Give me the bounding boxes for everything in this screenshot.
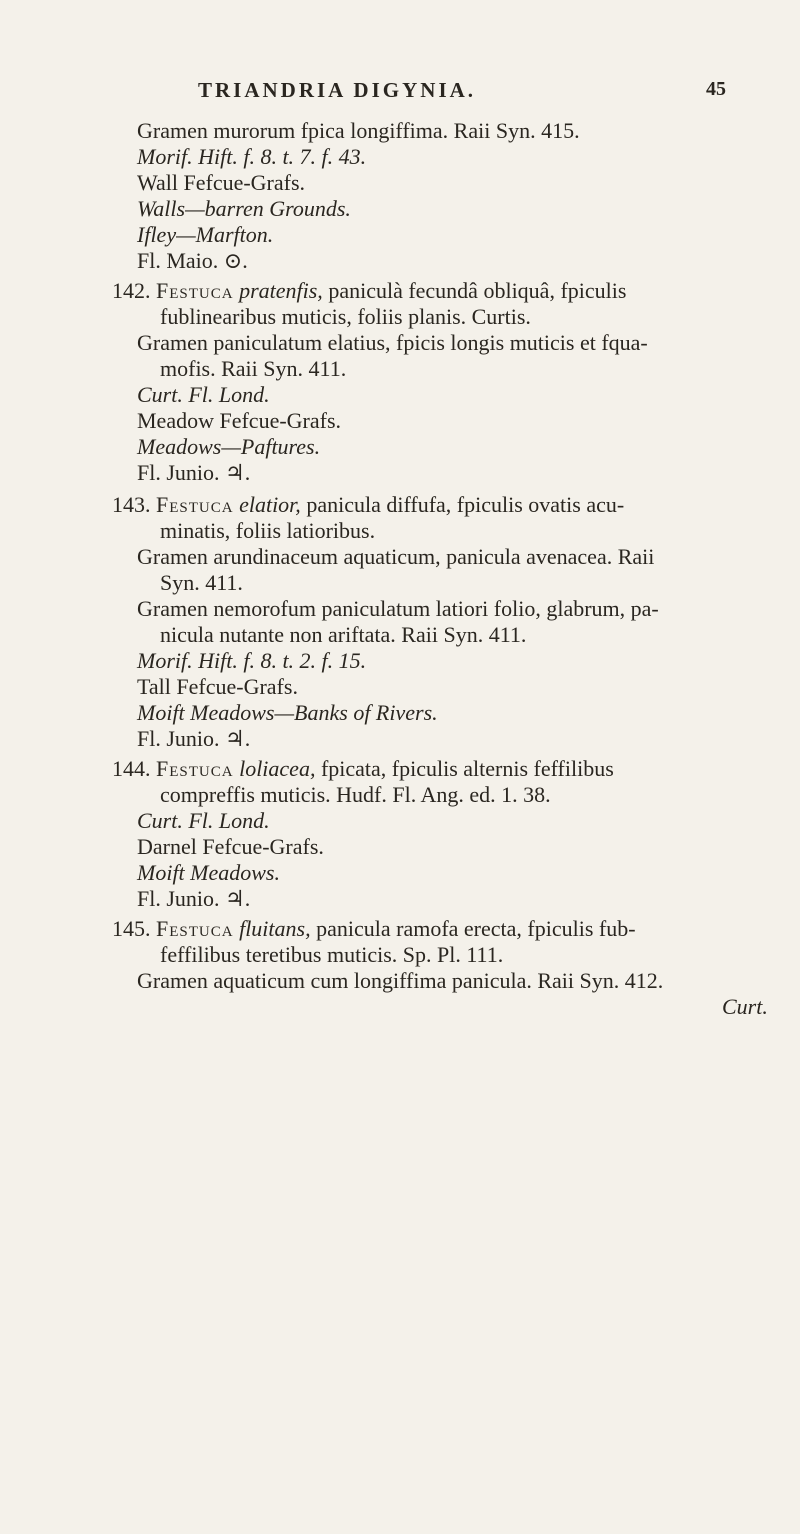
species-epithet: loliacea,: [239, 756, 316, 781]
diagnosis-text: compreffis muticis. Hudf. Fl. Ang. ed. 1. 38.: [160, 782, 551, 807]
synonym-line: Gramen murorum fpica longiffima. Raii Syn. 415.: [137, 118, 580, 143]
species-heading: [112, 756, 614, 782]
running-title: TRIANDRIA DIGYNIA.: [198, 78, 477, 102]
habitat-line: Meadows—Paftures.: [137, 434, 321, 459]
diagnosis-text: fublinearibus muticis, foliis planis. Curtis.: [160, 304, 531, 329]
habitat-line: Moift Meadows—Banks of Rivers.: [137, 700, 438, 725]
species-epithet: elatior,: [239, 492, 301, 517]
entry-number: 142.: [112, 278, 151, 303]
page-number: 45: [706, 78, 726, 100]
habitat-line: Moift Meadows.: [137, 860, 280, 885]
flowering-line: Fl. Junio. ♃.: [137, 460, 251, 485]
diagnosis-text: panicula ramofa erecta, fpiculis fub-: [316, 916, 636, 941]
english-name: Tall Fefcue-Grafs.: [137, 674, 298, 699]
page-header: [0, 78, 800, 110]
species-heading: [112, 492, 624, 518]
synonym-line: Gramen nemorofum paniculatum latiori folio, glabrum, pa-: [137, 596, 659, 621]
english-name: Darnel Fefcue-Grafs.: [137, 834, 324, 859]
synonym-line: nicula nutante non ariftata. Raii Syn. 411.: [160, 622, 527, 647]
genus-name: Festuca: [156, 756, 234, 781]
entry-number: 145.: [112, 916, 151, 941]
synonym-line: Syn. 411.: [160, 570, 243, 595]
genus-name: Festuca: [156, 492, 234, 517]
species-epithet: fluitans,: [239, 916, 311, 941]
synonym-line: Gramen arundinaceum aquaticum, panicula avenacea. Raii: [137, 544, 655, 569]
flowering-line: Fl. Junio. ♃.: [137, 726, 251, 751]
diagnosis-text: paniculà fecundâ obliquâ, fpiculis: [328, 278, 627, 303]
species-heading: [112, 278, 626, 304]
english-name: Meadow Fefcue-Grafs.: [137, 408, 342, 433]
entry-number: 143.: [112, 492, 151, 517]
reference-line: Morif. Hift. f. 8. t. 7. f. 43.: [137, 144, 367, 169]
reference-line: Morif. Hift. f. 8. t. 2. f. 15.: [137, 648, 367, 673]
synonym-line: mofis. Raii Syn. 411.: [160, 356, 347, 381]
habitat-line: Walls—barren Grounds.: [137, 196, 351, 221]
species-epithet: pratenfis,: [239, 278, 323, 303]
flowering-line: Fl. Junio. ♃.: [137, 886, 251, 911]
diagnosis-text: minatis, foliis latioribus.: [160, 518, 376, 543]
catchword: Curt.: [722, 994, 768, 1019]
reference-line: Curt. Fl. Lond.: [137, 808, 270, 833]
diagnosis-text: feffilibus teretibus muticis. Sp. Pl. 111.: [160, 942, 504, 967]
locality-line: Ifley—Marfton.: [137, 222, 274, 247]
genus-name: Festuca: [156, 916, 234, 941]
flowering-line: Fl. Maio. ⊙.: [137, 248, 248, 273]
english-name: Wall Fefcue-Grafs.: [137, 170, 306, 195]
genus-name: Festuca: [156, 278, 234, 303]
synonym-line: Gramen paniculatum elatius, fpicis longis muticis et fqua-: [137, 330, 648, 355]
diagnosis-text: panicula diffufa, fpiculis ovatis acu-: [306, 492, 625, 517]
diagnosis-text: fpicata, fpiculis alternis feffilibus: [320, 756, 614, 781]
reference-line: Curt. Fl. Lond.: [137, 382, 270, 407]
synonym-line: Gramen aquaticum cum longiffima panicula. Raii Syn. 412.: [137, 968, 664, 993]
species-heading: [112, 916, 636, 942]
entry-number: 144.: [112, 756, 151, 781]
